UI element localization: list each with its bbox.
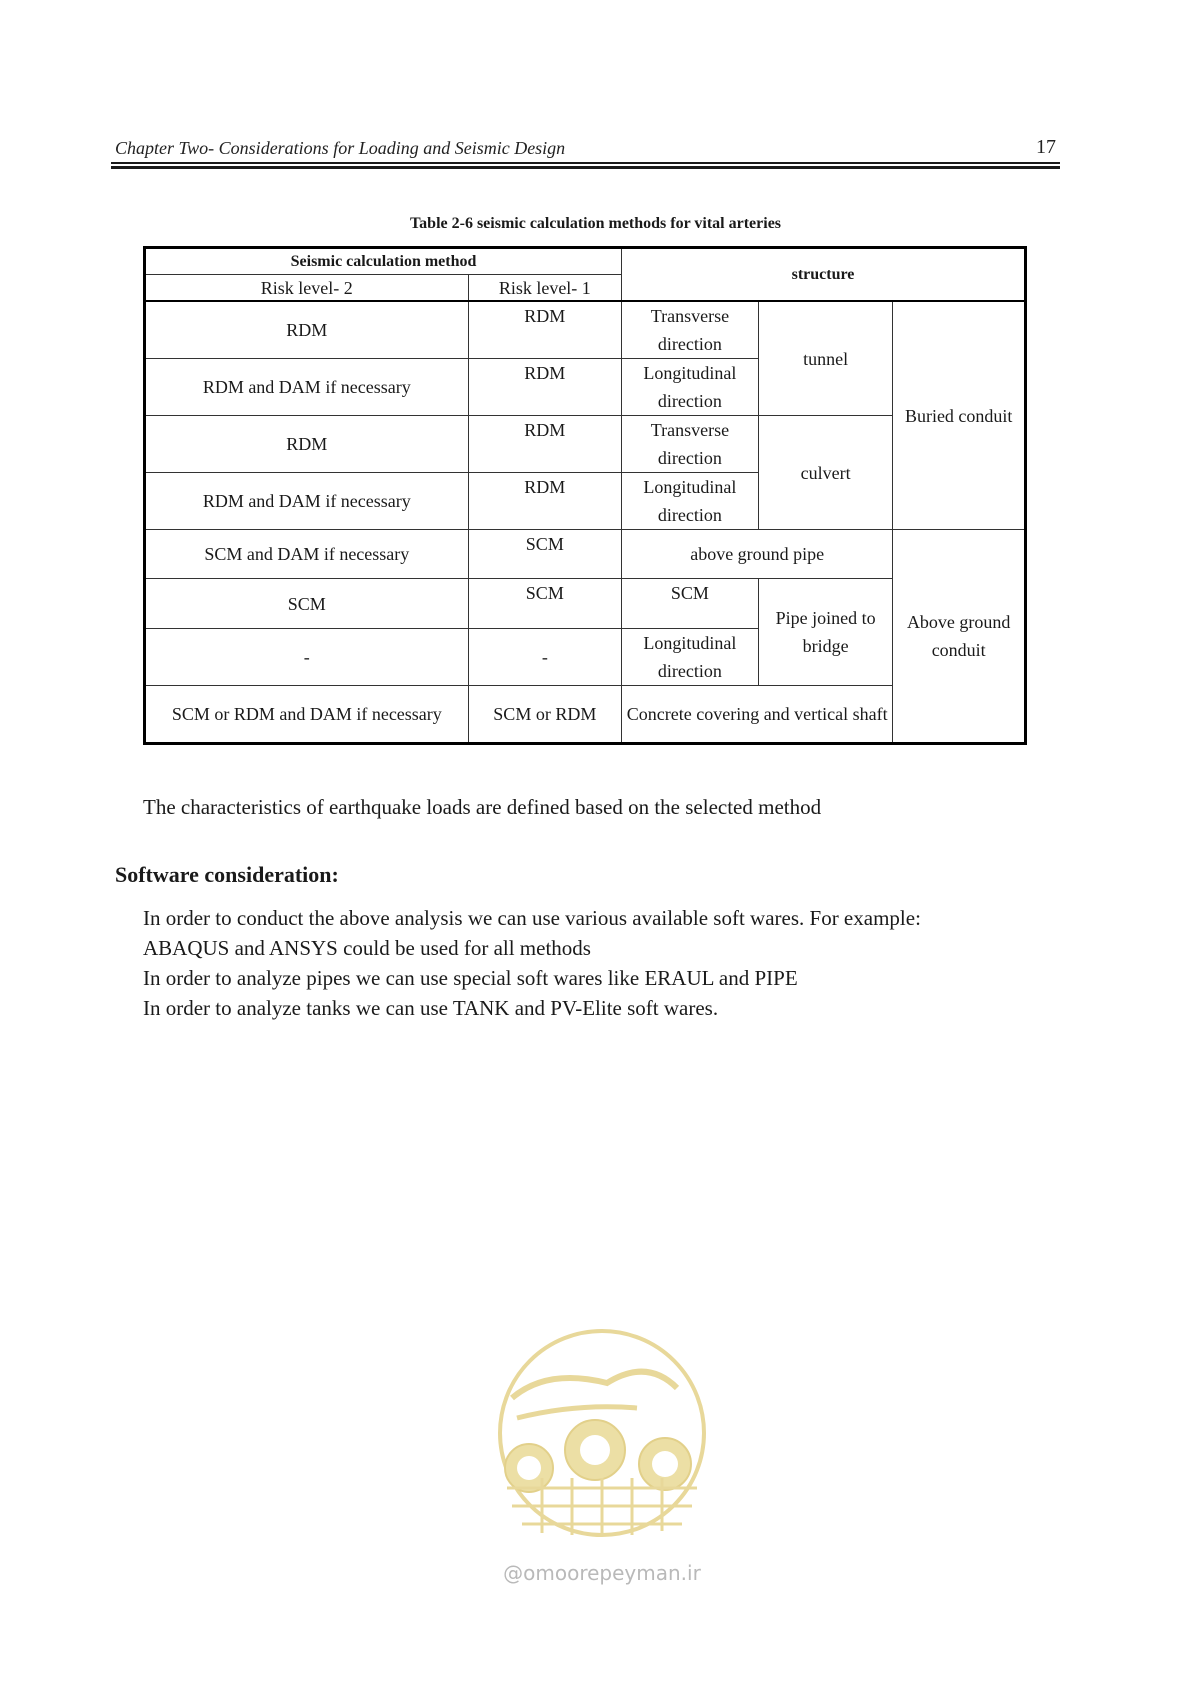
category-above: Above ground conduit [893, 530, 1026, 744]
chapter-header: Chapter Two- Considerations for Loading and Seismic Design [115, 138, 566, 158]
cell-risk1: - [468, 629, 621, 686]
cell-risk2: RDM [145, 301, 469, 359]
cell-risk1: RDM [468, 416, 621, 473]
header-risk1: Risk level- 1 [468, 275, 621, 302]
group-culvert: culvert [758, 416, 893, 530]
cell-sub: above ground pipe [622, 530, 893, 579]
page-number: 17 [1036, 136, 1056, 158]
cell-risk2: - [145, 629, 469, 686]
header-method: Seismic calculation method [145, 248, 622, 275]
cell-sub: Concrete covering and vertical shaft [622, 686, 893, 744]
body-line: ABAQUS and ANSYS could be used for all methods [143, 936, 591, 960]
cell-risk1: SCM [468, 530, 621, 579]
body-line: In order to analyze pipes we can use special soft wares like ERAUL and PIPE [143, 966, 798, 990]
seismic-methods-table [143, 246, 1027, 745]
table-row [145, 530, 1026, 579]
group-tunnel: tunnel [758, 301, 893, 416]
watermark-site: @omoorepeyman.ir [503, 1561, 701, 1585]
table-row [145, 301, 1026, 359]
header-rule-thin [111, 162, 1060, 164]
cell-risk2: SCM or RDM and DAM if necessary [145, 686, 469, 744]
cell-risk1: SCM [468, 579, 621, 629]
cell-risk1: RDM [468, 473, 621, 530]
cell-sub: Transverse direction [622, 416, 759, 473]
cell-risk1: RDM [468, 301, 621, 359]
cell-sub: Longitudinal direction [622, 629, 759, 686]
category-buried: Buried conduit [893, 301, 1026, 530]
watermark-logo [487, 1328, 717, 1588]
cell-sub: Transverse direction [622, 301, 759, 359]
header-rule-thick [111, 166, 1060, 169]
cell-risk2: SCM and DAM if necessary [145, 530, 469, 579]
group-pipe-bridge: Pipe joined to bridge [758, 579, 893, 686]
cell-sub: Longitudinal direction [622, 473, 759, 530]
cell-risk1: SCM or RDM [468, 686, 621, 744]
header-risk2: Risk level- 2 [145, 275, 469, 302]
body-line: In order to conduct the above analysis we can use various available soft wares. For example: [143, 906, 921, 930]
cell-risk2: RDM and DAM if necessary [145, 473, 469, 530]
intro-paragraph: The characteristics of earthquake loads are defined based on the selected method [143, 795, 822, 819]
cell-sub: SCM [622, 579, 759, 629]
cell-risk2: RDM and DAM if necessary [145, 359, 469, 416]
cell-sub: Longitudinal direction [622, 359, 759, 416]
body-line: In order to analyze tanks we can use TANK and PV-Elite soft wares. [143, 996, 719, 1020]
section-title: Software consideration: [115, 862, 339, 887]
header-structure: structure [622, 248, 1026, 302]
cell-risk1: RDM [468, 359, 621, 416]
cell-risk2: RDM [145, 416, 469, 473]
cell-risk2: SCM [145, 579, 469, 629]
table-caption: Table 2-6 seismic calculation methods for vital arteries [409, 215, 782, 232]
